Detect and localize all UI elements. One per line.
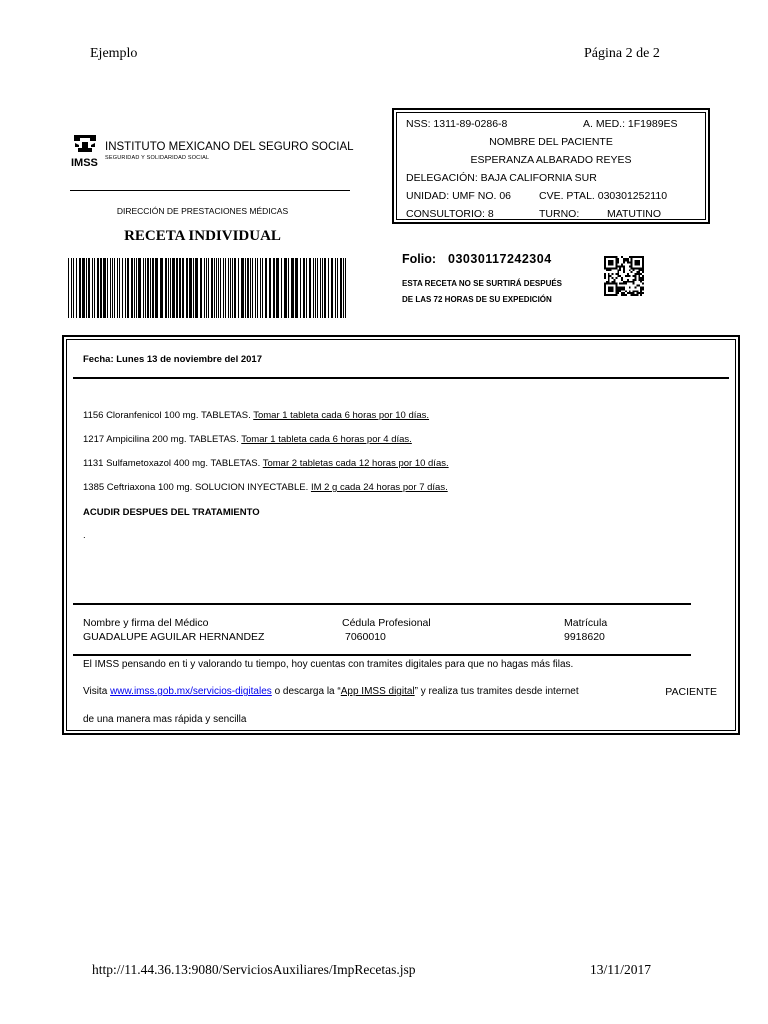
folio-number: 03030117242304: [448, 252, 552, 266]
patient-turno-label: TURNO:: [539, 208, 580, 220]
medication-item: [83, 458, 449, 469]
medication-instructions: Tomar 1 tableta cada 6 horas por 10 días.: [253, 410, 430, 421]
cedula-label: Cédula Profesional: [342, 617, 431, 629]
matricula-value: 9918620: [564, 631, 605, 643]
folio: [402, 252, 552, 266]
patient-name-label: NOMBRE DEL PACIENTE: [489, 136, 613, 148]
prescription-note: ACUDIR DESPUES DEL TRATAMIENTO: [83, 507, 260, 518]
prescription-dot: .: [83, 530, 86, 541]
medication-item: [83, 434, 412, 445]
footer-line2: [83, 686, 579, 697]
medication-instructions: Tomar 2 tabletas cada 12 horas por 10 días.: [262, 458, 449, 469]
folio-label: Folio:: [402, 252, 437, 266]
folio-warning: [402, 276, 562, 308]
page-header-left: Ejemplo: [90, 46, 138, 61]
patient-delegacion: DELEGACIÓN: BAJA CALIFORNIA SUR: [406, 172, 597, 184]
matricula-label: Matrícula: [564, 617, 608, 629]
prescription-box: [62, 335, 740, 735]
prescription-date: Fecha: Lunes 13 de noviembre del 2017: [83, 354, 262, 365]
footer-mid: o descarga la “: [274, 686, 341, 697]
patient-amed: A. MED.: 1F1989ES: [583, 118, 678, 130]
medication-drug: 1385 Ceftriaxona 100 mg. SOLUCION INYECTABLE.: [83, 482, 309, 493]
page-footer-date: 13/11/2017: [590, 962, 652, 977]
folio-warning-line1: ESTA RECETA NO SE SURTIRÁ DESPUÉS: [402, 279, 563, 288]
medication-drug: 1131 Sulfametoxazol 400 mg. TABLETAS.: [83, 458, 261, 469]
patient-unidad: UNIDAD: UMF NO. 06: [406, 190, 512, 202]
doctor-name: GUADALUPE AGUILAR HERNANDEZ: [83, 631, 265, 643]
header-divider: [70, 190, 350, 191]
document-title: RECETA INDIVIDUAL: [124, 228, 281, 244]
patient-cve: CVE. PTAL. 030301252110: [539, 190, 668, 202]
medication-instructions: Tomar 1 tableta cada 6 horas por 4 días.: [241, 434, 412, 445]
patient-name: ESPERANZA ALBARADO REYES: [470, 154, 632, 166]
page-header-right: Página 2 de 2: [584, 46, 660, 61]
patient-box: [392, 108, 710, 224]
app-name: App IMSS digital: [340, 686, 415, 697]
barcode: [68, 258, 348, 318]
imss-emblem-icon: [70, 133, 100, 169]
footer-line1: El IMSS pensando en ti y valorando tu tiempo, hoy cuentas con tramites digitales para que no hagas más filas.: [83, 659, 574, 670]
institution-name: INSTITUTO MEXICANO DEL SEGURO SOCIAL: [105, 141, 354, 153]
footer-visita: Visita: [83, 686, 108, 697]
signature-divider: [73, 603, 691, 605]
imss-digital-link[interactable]: www.imss.gob.mx/servicios-digitales: [110, 686, 272, 697]
medication-item: [83, 482, 448, 493]
medication-drug: 1217 Ampicilina 200 mg. TABLETAS.: [83, 434, 239, 445]
footer-line3: de una manera mas rápida y sencilla: [83, 714, 247, 725]
institution-subtitle: SEGURIDAD Y SOLIDARIDAD SOCIAL: [105, 155, 210, 161]
doctor-name-label: Nombre y firma del Médico: [83, 617, 209, 629]
footer-divider: [73, 654, 691, 656]
copy-label-paciente: PACIENTE: [665, 686, 717, 698]
patient-nss: NSS: 1311-89-0286-8: [406, 118, 508, 130]
patient-consultorio: CONSULTORIO: 8: [406, 208, 494, 220]
page-footer-url: http://11.44.36.13:9080/ServiciosAuxiliares/ImpRecetas.jsp: [92, 962, 416, 977]
footer-end: ” y realiza tus tramites desde internet: [414, 686, 579, 697]
folio-warning-line2: DE LAS 72 HORAS DE SU EXPEDICIÓN: [402, 295, 552, 304]
medication-instructions: IM 2 g cada 24 horas por 7 días.: [310, 482, 448, 493]
logo-text: IMSS: [71, 157, 98, 169]
medication-item: [83, 410, 429, 421]
institution-logo: [70, 133, 360, 173]
patient-turno: MATUTINO: [607, 208, 662, 220]
qr-code: [604, 256, 644, 296]
direction-label: DIRECCIÓN DE PRESTACIONES MÉDICAS: [116, 206, 289, 216]
cedula-value: 7060010: [345, 631, 386, 643]
medication-drug: 1156 Cloranfenicol 100 mg. TABLETAS.: [83, 410, 251, 421]
date-divider: [73, 377, 729, 379]
